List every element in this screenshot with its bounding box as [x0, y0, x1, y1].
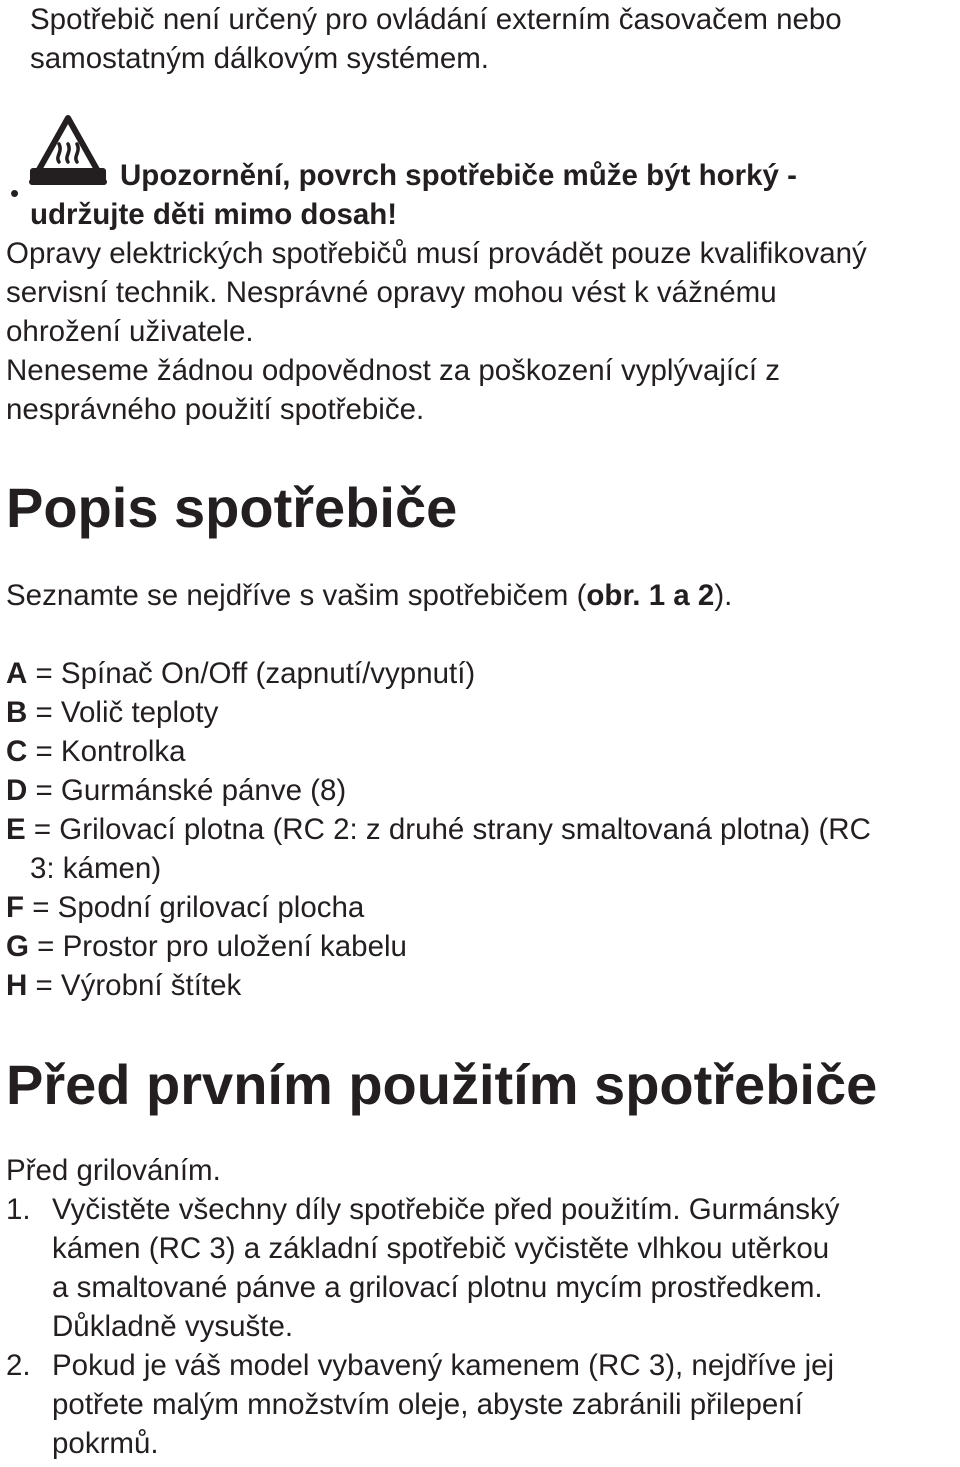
step-2-number: 2.	[6, 1349, 31, 1382]
part-key: D	[6, 774, 28, 807]
part-c	[6, 732, 186, 771]
step-2-line-1: Pokud je váš model vybavený kamenem (RC 3), nejdříve jej	[52, 1349, 835, 1382]
part-h	[6, 966, 241, 1005]
part-g	[6, 927, 407, 966]
figure-reference: obr. 1 a 2	[586, 579, 715, 612]
part-key: A	[6, 657, 28, 690]
part-d	[6, 771, 346, 810]
step-1-line-1: Vyčistěte všechny díly spotřebiče před použitím. Gurmánský	[52, 1193, 840, 1226]
part-text: = Spodní grilovací plocha	[24, 891, 365, 924]
description-intro	[6, 576, 732, 615]
part-text: = Kontrolka	[27, 735, 186, 768]
part-b	[6, 693, 218, 732]
first-use-heading: Před prvním použitím spotřebiče	[6, 1053, 878, 1116]
part-text: = Gurmánské pánve (8)	[27, 774, 347, 807]
part-key: C	[6, 735, 28, 768]
repairs-line-1: Opravy elektrických spotřebičů musí provádět pouze kvalifikovaný	[6, 237, 867, 270]
part-a	[6, 654, 475, 693]
part-text: = Výrobní štítek	[27, 969, 242, 1002]
repairs-line-3: ohrožení uživatele.	[6, 315, 254, 348]
part-key: B	[6, 696, 28, 729]
description-heading: Popis spotřebiče	[6, 476, 458, 539]
warning-line-1: Upozornění, povrch spotřebiče může být horký -	[120, 159, 797, 192]
description-intro-end: ).	[714, 579, 733, 612]
first-use-intro: Před grilováním.	[6, 1154, 221, 1187]
hot-surface-icon	[28, 114, 108, 188]
repairs-line-2: servisní technik. Nesprávné opravy mohou vést k vážnému	[6, 276, 777, 309]
liability-line-2: nesprávného použití spotřebiče.	[6, 393, 425, 426]
step-1-line-4: Důkladně vysušte.	[52, 1310, 294, 1343]
warning-line-2: udržujte děti mimo dosah!	[30, 198, 398, 231]
liability-line-1: Neneseme žádnou odpovědnost za poškození vyplývající z	[6, 354, 781, 387]
description-intro-text: Seznamte se nejdříve s vašim spotřebičem (	[6, 579, 587, 612]
step-1-line-3: a smaltované pánve a grilovací plotnu mycím prostředkem.	[52, 1271, 823, 1304]
part-text: = Spínač On/Off (zapnutí/vypnutí)	[27, 657, 476, 690]
step-1-line-2: kámen (RC 3) a základní spotřebič vyčistěte vlhkou utěrkou	[52, 1232, 830, 1265]
part-e	[6, 810, 871, 849]
part-key: E	[6, 813, 26, 846]
part-text: = Prostor pro uložení kabelu	[28, 930, 407, 963]
part-key: H	[6, 969, 28, 1002]
step-1-number: 1.	[6, 1193, 31, 1226]
intro-line-2: samostatným dálkovým systémem.	[30, 42, 490, 75]
step-2-line-3: pokrmů.	[52, 1427, 159, 1460]
intro-line-1: Spotřebič není určený pro ovládání externím časovačem nebo	[30, 3, 842, 36]
part-key: G	[6, 930, 29, 963]
part-e-continued: 3: kámen)	[30, 852, 162, 885]
bullet-marker: •	[10, 178, 20, 208]
part-text: = Volič teploty	[27, 696, 219, 729]
part-f	[6, 888, 364, 927]
part-text: = Grilovací plotna (RC 2: z druhé strany smaltovaná plotna) (RC	[25, 813, 871, 846]
part-key: F	[6, 891, 25, 924]
step-2-line-2: potřete malým množstvím oleje, abyste zabránili přilepení	[52, 1388, 803, 1421]
